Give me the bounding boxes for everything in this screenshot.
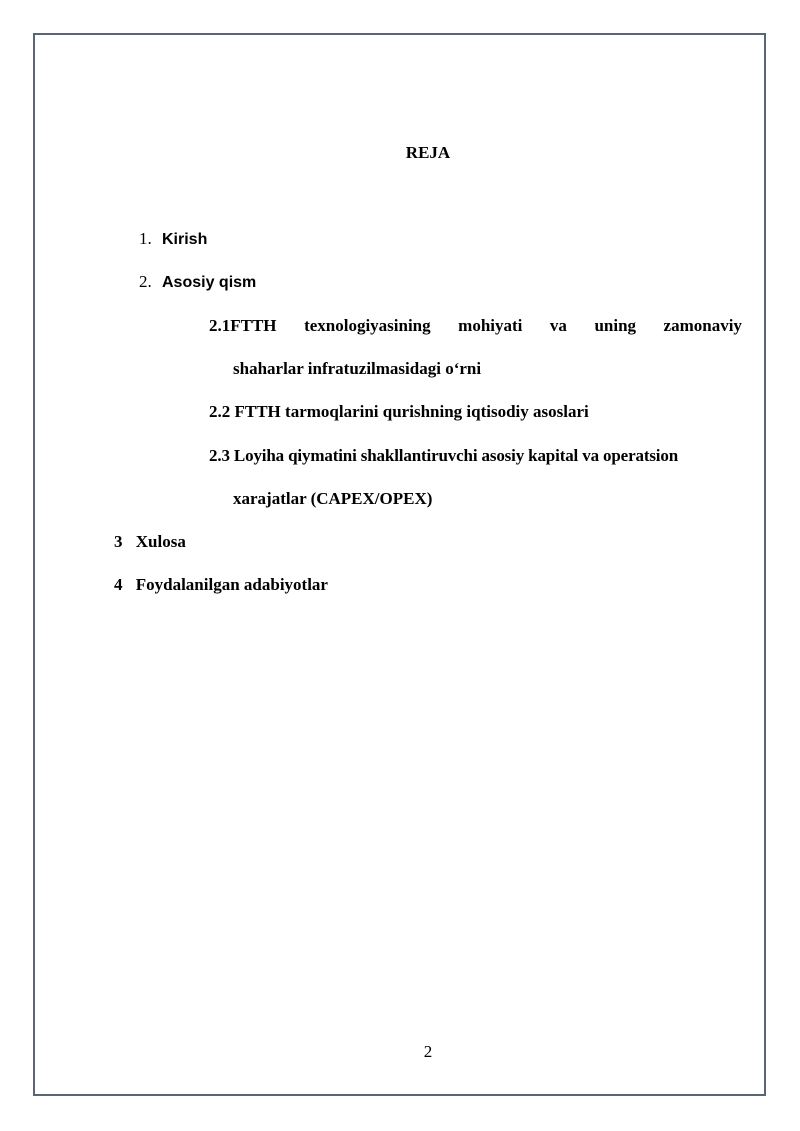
toc-item-label: Asosiy qism [162, 274, 257, 291]
toc-item-2 [139, 272, 256, 293]
toc-section-4 [114, 575, 328, 595]
page-border [33, 33, 766, 1096]
toc-subitem-2-1-continuation: shaharlar infratuzilmasidagi o‘rni [233, 359, 482, 378]
toc-word: uning [594, 316, 637, 335]
toc-section-number: 4 [114, 575, 123, 594]
toc-subitem-2-2: 2.2 FTTH tarmoqlarini qurishning iqtisodiy asoslari [209, 402, 589, 421]
toc-item-number: 2. [139, 272, 152, 291]
toc-section-number: 3 [114, 532, 123, 551]
toc-section-3 [114, 532, 186, 552]
toc-word: zamonaviy [663, 316, 742, 335]
toc-word: mohiyati [458, 316, 523, 335]
toc-section-label: Foydalanilgan adabiyotlar [135, 575, 328, 594]
toc-section-label: Xulosa [135, 532, 186, 551]
page-number: 2 [423, 1042, 433, 1061]
toc-word: texnologiyasining [304, 316, 431, 335]
document-title: REJA [405, 143, 451, 162]
toc-item-number: 1. [139, 229, 152, 248]
toc-subitem-2-1 [209, 316, 742, 336]
toc-subitem-2-3-continuation: xarajatlar (CAPEX/OPEX) [233, 489, 433, 508]
toc-item-label: Kirish [162, 231, 208, 248]
toc-word: 2.1FTTH [209, 316, 277, 335]
toc-item-1 [139, 229, 207, 250]
toc-subitem-2-3: 2.3 Loyiha qiymatini shakllantiruvchi asosiy kapital va operatsion [209, 446, 679, 465]
toc-word: va [549, 316, 567, 335]
